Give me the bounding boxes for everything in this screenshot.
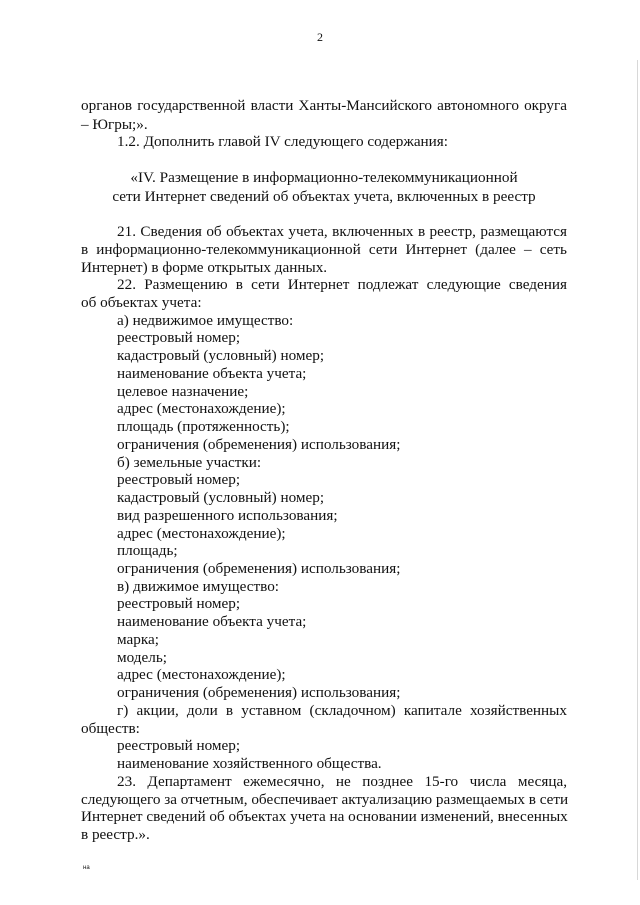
list-item: наименование объекта учета; (117, 364, 307, 382)
text-line: 1.2. Дополнить главой IV следующего содержания: (117, 133, 449, 151)
list-item: адрес (местонахождение); (117, 666, 286, 684)
list-item: а) недвижимое имущество: (117, 311, 294, 329)
list-item: площадь; (117, 542, 178, 560)
list-item: реестровый номер; (117, 329, 241, 347)
chapter-heading-line: сети Интернет сведений об объектах учета, включенных в реестр (112, 187, 536, 205)
text-line: 21. Сведения об объектах учета, включенных в реестр, размещаются (117, 223, 567, 240)
text-line: следующего за отчетным, обеспечивает актуализацию размещаемых в сети (81, 790, 569, 808)
scan-edge-line (637, 60, 638, 880)
list-item: кадастровый (условный) номер; (117, 347, 325, 365)
text-line: органов государственной власти Ханты-Мансийского автономного округа (81, 97, 567, 114)
chapter-heading-line: «IV. Размещение в информационно-телекоммуникационной (130, 168, 518, 186)
page-number: 2 (317, 30, 323, 44)
footer-mark: на (83, 865, 90, 871)
list-item: ограничения (обременения) использования; (117, 435, 401, 453)
list-item: в) движимое имущество: (117, 577, 280, 595)
list-item: реестровый номер; (117, 471, 241, 489)
text-line: 22. Размещению в сети Интернет подлежат следующие сведения (117, 276, 567, 294)
list-item: г) акции, доли в уставном (складочном) капитале хозяйственных (117, 701, 567, 719)
list-item: целевое назначение; (117, 382, 249, 400)
text-line: обществ: (81, 719, 140, 737)
text-line: 23. Департамент ежемесячно, не позднее 15-го числа месяца, (117, 772, 567, 790)
text-line: в реестр.». (81, 826, 150, 843)
list-item: б) земельные участки: (117, 453, 262, 471)
list-item: площадь (протяженность); (117, 418, 290, 436)
list-item: адрес (местонахождение); (117, 400, 286, 418)
text-line: – Югры;». (81, 115, 148, 133)
list-item: реестровый номер; (117, 595, 241, 613)
list-item: наименование хозяйственного общества. (117, 755, 382, 773)
list-item: реестровый номер; (117, 737, 241, 755)
text-line: об объектах учета: (81, 294, 202, 311)
list-item: ограничения (обременения) использования; (117, 560, 401, 577)
list-item: наименование объекта учета; (117, 613, 307, 631)
list-item: модель; (117, 648, 167, 666)
text-line: в информационно-телекоммуникационной сети Интернет (далее – сеть (81, 240, 567, 258)
text-line: Интернет сведений об объектах учета на основании изменений, внесенных (81, 808, 568, 826)
text-line: Интернет) в форме открытых данных. (81, 258, 328, 276)
list-item: адрес (местонахождение); (117, 524, 286, 542)
list-item: ограничения (обременения) использования; (117, 684, 401, 702)
list-item: марка; (117, 630, 159, 648)
list-item: вид разрешенного использования; (117, 506, 338, 524)
list-item: кадастровый (условный) номер; (117, 489, 325, 506)
